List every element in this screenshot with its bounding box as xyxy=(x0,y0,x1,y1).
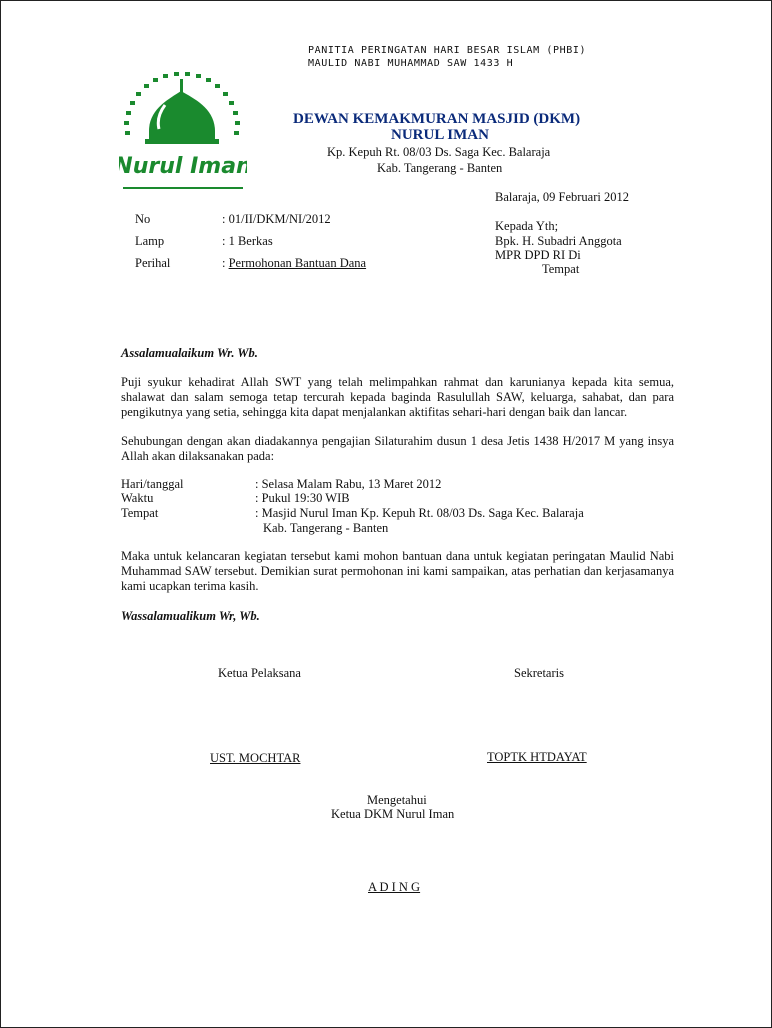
greeting: Assalamualaikum Wr. Wb. xyxy=(121,346,258,360)
logo-text: Nurul Iman xyxy=(119,154,247,179)
committee-line-2: MAULID NABI MUHAMMAD SAW 1433 H xyxy=(308,58,514,69)
closing-salutation: Wassalamualikum Wr, Wb. xyxy=(121,609,260,623)
recipient-line-4: Tempat xyxy=(542,262,580,276)
org-title-2: NURUL IMAN xyxy=(391,127,489,143)
perihal-value-wrap xyxy=(222,256,366,271)
ack-line-1: Mengetahui xyxy=(367,793,427,807)
event-time-label: Waktu xyxy=(121,491,154,505)
event-place-value: : Masjid Nurul Iman Kp. Kepuh Rt. 08/03 Ds. Saga Kec. Balaraja xyxy=(255,506,584,520)
recipient-line-1: Kepada Yth; xyxy=(495,219,559,233)
org-title-1: DEWAN KEMAKMURAN MASJID (DKM) xyxy=(293,111,581,127)
address-line-2: Kab. Tangerang - Banten xyxy=(377,161,503,175)
perihal-label: Perihal xyxy=(135,256,171,270)
mosque-dome-icon xyxy=(119,69,247,194)
lamp-label: Lamp xyxy=(135,234,165,248)
event-date-value: : Selasa Malam Rabu, 13 Maret 2012 xyxy=(255,477,442,491)
lamp-value: : 1 Berkas xyxy=(222,234,273,248)
paragraph-opening: Puji syukur kehadirat Allah SWT yang telah melimpahkan rahmat dan karunianya kepada kita semua, shalawat dan salam semoga tetap tercurah kepada baginda Rasulullah SAW, keluarga, sahabat, dan para pengikutnya yang setia, sehingga kita dapat menjalankan aktifitas sehari-hari dengan baik dan lancar. xyxy=(121,375,674,419)
address-line-1: Kp. Kepuh Rt. 08/03 Ds. Saga Kec. Balaraja xyxy=(327,145,551,159)
ack-line-2: Ketua DKM Nurul Iman xyxy=(331,807,455,821)
no-value: : 01/II/DKM/NI/2012 xyxy=(222,212,331,226)
no-label: No xyxy=(135,212,151,226)
recipient-line-2: Bpk. H. Subadri Anggota xyxy=(495,234,622,248)
event-time-value: : Pukul 19:30 WIB xyxy=(255,491,350,505)
event-place-label: Tempat xyxy=(121,506,159,520)
paragraph-event-intro: Sehubungan dengan akan diadakannya pengajian Silaturahim dusun 1 desa Jetis 1438 H/2017 M yang insya Allah akan dilaksanakan pada: xyxy=(121,434,674,463)
mosque-logo xyxy=(119,69,247,194)
recipient-line-3: MPR DPD RI Di xyxy=(495,248,581,262)
event-place-value-2: Kab. Tangerang - Banten xyxy=(263,521,389,535)
committee-line-1: PANITIA PERINGATAN HARI BESAR ISLAM (PHBI) xyxy=(308,45,587,56)
event-date-label: Hari/tanggal xyxy=(121,477,184,491)
paragraph-closing: Maka untuk kelancaran kegiatan tersebut kami mohon bantuan dana untuk kegiatan peringatan Maulid Nabi Muhammad SAW tersebut. Demikian surat permohonan ini kami sampaikan, atas perhatian dan kerjasamanya kami ucapkan terima kasih. xyxy=(121,549,674,593)
signature-left-name: UST. MOCHTAR xyxy=(210,751,301,765)
perihal-value: Permohonan Bantuan Dana xyxy=(228,256,367,270)
signature-left-title: Ketua Pelaksana xyxy=(218,666,301,680)
signature-right-name: TOPTK HTDAYAT xyxy=(487,750,587,764)
perihal-sep: : xyxy=(222,256,229,270)
signature-right-title: Sekretaris xyxy=(514,666,564,680)
ack-name: A D I N G xyxy=(368,880,421,894)
place-date: Balaraja, 09 Februari 2012 xyxy=(495,190,629,204)
